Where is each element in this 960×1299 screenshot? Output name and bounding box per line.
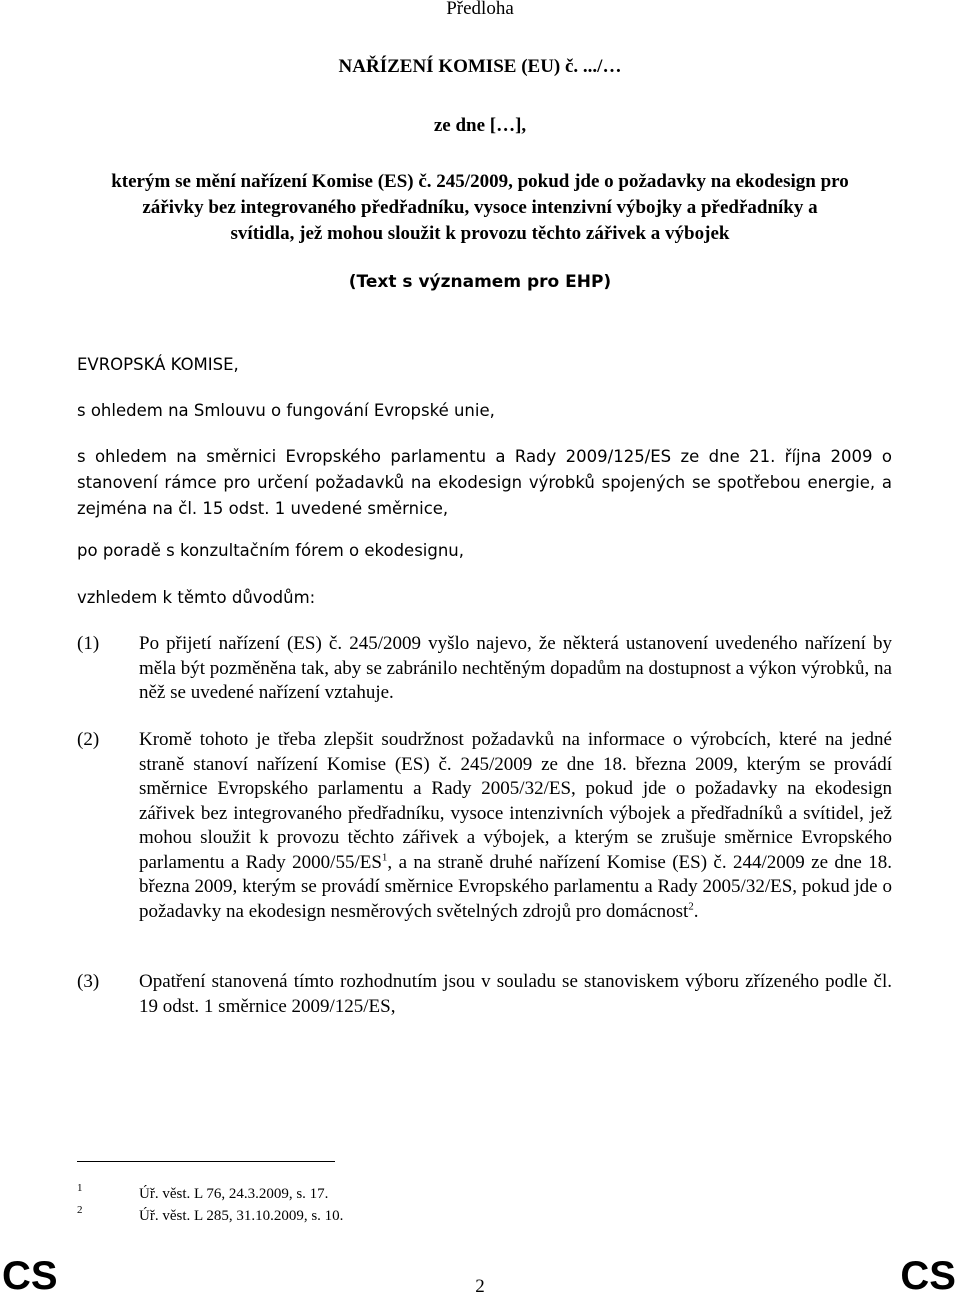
language-code-left: CS: [2, 1254, 58, 1298]
recital-text: Po přijetí nařízení (ES) č. 245/2009 vyšlo najevo, že některá ustanovení uvedeného nařízení by měla být pozměněna tak, aby se zabránilo nechtěným dopadům na dostupnost a výkon výrobků, na něž se uvedené nařízení vztahuje.: [139, 633, 892, 703]
whereas-heading: vzhledem k těmto důvodům:: [77, 588, 316, 607]
recital-number: (2): [77, 729, 100, 750]
footnote-ref: 2: [688, 900, 694, 913]
regulation-subject: kterým se mění nařízení Komise (ES) č. 245/2009, pokud jde o požadavky na ekodesign pro zářivky bez integrovaného předřadníku, vysoce intenzivní výbojky a předřadníky a svítidla, jež mohou sloužit k provozu těchto zářivek a výbojek: [111, 171, 849, 244]
citation-treaty: s ohledem na Smlouvu o fungování Evropské unie,: [77, 401, 495, 420]
regulation-title: NAŘÍZENÍ KOMISE (EU) č. .../…: [338, 56, 622, 77]
citation-consultation: po poradě s konzultačním fórem o ekodesignu,: [77, 541, 465, 560]
recital-text-part: Kromě tohoto je třeba zlepšit soudržnost požadavků na informace o výrobcích, které na jedné straně stanoví nařízení Komise (ES) č. 245/2009 ze dne 18. března 2009, kterým se provádí směrnice Evropského parlamentu a Rady 2005/32/ES, pokud jde o požadavky na ekodesign zářivek bez integrovaného předřadníku, vysoce intenzivních výbojek a předřadníků a svítidel, jež mohou sloužit k provozu těchto zářivek a výbojek, a kterým se zrušuje směrnice Evropského parlamentu a Rady 2000/55/ES: [139, 729, 892, 873]
recital-text-part: .: [693, 900, 699, 922]
recital-text: Opatření stanovená tímto rozhodnutím jsou v souladu se stanoviskem výboru zřízeného podle čl. 19 odst. 1 směrnice 2009/125/ES,: [139, 971, 892, 1017]
draft-label: Předloha: [446, 0, 514, 19]
recital-text: [139, 728, 892, 924]
footnote-text: Úř. věst. L 285, 31.10.2009, s. 10.: [139, 1208, 344, 1224]
footnote-number: 1: [77, 1182, 83, 1194]
recital-number: (3): [77, 971, 100, 992]
footnote-text: Úř. věst. L 76, 24.3.2009, s. 17.: [139, 1186, 329, 1202]
recital-text-part: , a na straně druhé nařízení Komise (ES) č. 244/2009 ze dne 18. března 2009, kterým se provádí směrnice Evropského parlamentu a Rady 2005/32/ES, pokud jde o požadavky na ekodesign nesměrových světelných zdrojů pro domácnost: [139, 851, 893, 922]
citation-directive: s ohledem na směrnici Evropského parlamentu a Rady 2009/125/ES ze dne 21. října 2009 o stanovení rámce pro určení požadavků na ekodesign výrobků spojených se spotřebou energie, a zejména na čl. 15 odst. 1 uvedené směrnice,: [77, 447, 892, 518]
footnote-number: 2: [77, 1204, 83, 1216]
recital: [77, 632, 892, 706]
language-code-right: CS: [900, 1254, 956, 1298]
recital-number: (1): [77, 633, 100, 654]
date-line: ze dne […],: [433, 115, 527, 136]
recital: [77, 970, 892, 1019]
commission-heading: EVROPSKÁ KOMISE,: [77, 355, 239, 374]
recital: [77, 728, 892, 924]
footnote-ref: 1: [381, 851, 388, 864]
page-number: 2: [475, 1276, 485, 1297]
footnote-separator: [77, 1161, 335, 1162]
eea-note: (Text s významem pro EHP): [348, 272, 612, 292]
